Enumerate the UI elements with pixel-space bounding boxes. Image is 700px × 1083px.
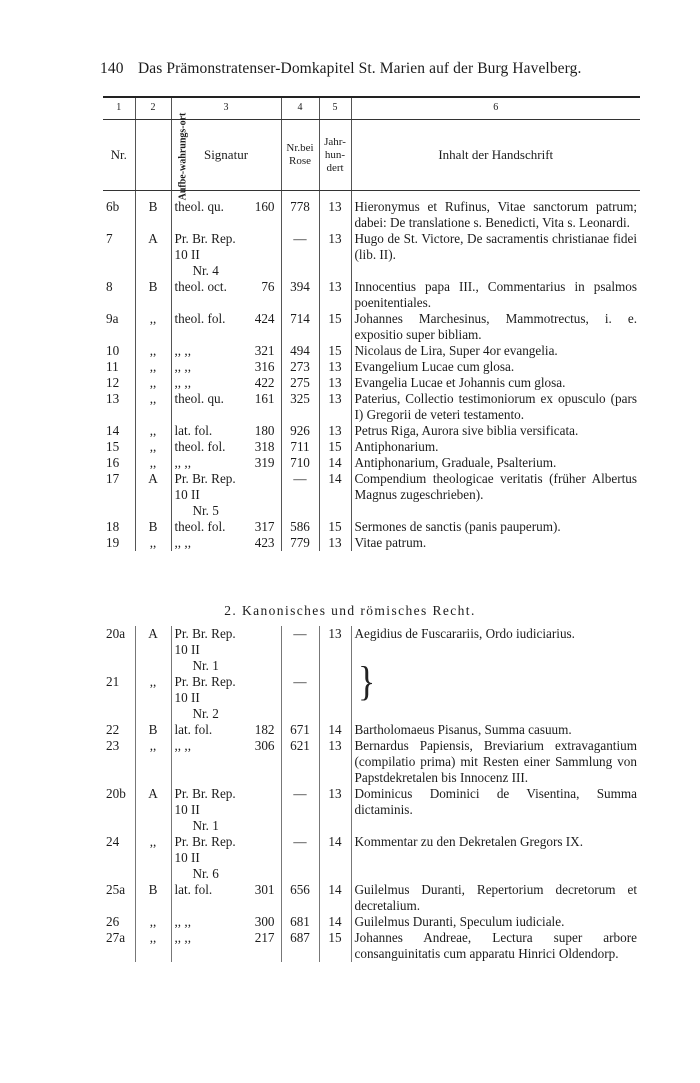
rose-number: — [281, 674, 319, 722]
table-row [103, 519, 640, 535]
storage-location: B [135, 882, 171, 914]
signature [171, 674, 281, 722]
signature-number: 306 [254, 738, 275, 753]
manuscript-number: 25a [106, 882, 126, 897]
signature [171, 535, 281, 551]
century: 15 [319, 343, 351, 359]
century: 14 [319, 471, 351, 519]
rose-number: 711 [281, 439, 319, 455]
manuscript-number: 19 [106, 535, 120, 550]
manuscript-number: 24 [106, 834, 120, 849]
storage-location: B [135, 279, 171, 311]
signature [171, 930, 281, 962]
rose-number: 710 [281, 455, 319, 471]
rose-number: 586 [281, 519, 319, 535]
storage-location: B [135, 519, 171, 535]
manuscript-number: 27a [106, 930, 126, 945]
column-header-row [103, 120, 640, 191]
rose-number: — [281, 231, 319, 279]
signature-shelf: ,, ,, [174, 535, 191, 550]
storage-location: A [135, 786, 171, 834]
signature-number: 300 [254, 914, 275, 929]
rose-number: 621 [281, 738, 319, 786]
manuscript-content: Evangelium Lucae cum glosa. [351, 359, 640, 375]
header-rose: Nr.bei Rose [281, 120, 319, 191]
signature [171, 738, 281, 786]
century: 15 [319, 930, 351, 962]
table-row [103, 722, 640, 738]
signature-shelf: Pr. Br. Rep. 10 II [174, 231, 236, 262]
signature-number: 321 [254, 343, 275, 358]
storage-location: ,, [135, 375, 171, 391]
signature-shelf: theol. oct. [174, 279, 227, 294]
manuscript-content: Aegidius de Fuscarariis, Ordo iudiciarius. [351, 626, 640, 674]
signature-number: 319 [254, 455, 275, 470]
storage-location: B [135, 722, 171, 738]
manuscript-number: 13 [106, 391, 120, 406]
manuscript-content: Bernardus Papiensis, Breviarium extravagantium (compilatio prima) mit Resten einer Sammlung von Papstdekretalen bis Innocenz III. [351, 738, 640, 786]
manuscript-number: 7 [106, 231, 113, 246]
signature [171, 834, 281, 882]
century: 14 [319, 455, 351, 471]
manuscript-content: Johannes Andreae, Lectura super arbore consanguinitatis cum apparatu Hinrici Oldendorp. [351, 930, 640, 962]
rose-number: — [281, 626, 319, 674]
table-row [103, 199, 640, 231]
manuscript-number: 10 [106, 343, 120, 358]
manuscript-number: 26 [106, 914, 120, 929]
signature-number: 316 [254, 359, 275, 374]
table-row [103, 455, 640, 471]
century: 13 [319, 199, 351, 231]
rose-number: 394 [281, 279, 319, 311]
signature-continuation: Nr. 1 [192, 658, 219, 673]
signature [171, 391, 281, 423]
storage-location: A [135, 471, 171, 519]
manuscript-content: Johannes Marchesinus, Mammotrectus, i. e. expositio super bibliam. [351, 311, 640, 343]
signature-shelf: theol. fol. [174, 519, 226, 534]
signature [171, 471, 281, 519]
signature-continuation: Nr. 6 [192, 866, 219, 881]
storage-location: ,, [135, 738, 171, 786]
manuscript-number: 6b [106, 199, 120, 214]
rose-number: 778 [281, 199, 319, 231]
rose-number: 273 [281, 359, 319, 375]
table-row [103, 343, 640, 359]
signature-number: 301 [254, 882, 275, 897]
rose-number: — [281, 471, 319, 519]
section-title: 2. Kanonisches und römisches Recht. [224, 603, 476, 618]
page-header [100, 60, 640, 78]
table-row [103, 914, 640, 930]
signature-number: 318 [254, 439, 275, 454]
signature-number: 424 [254, 311, 275, 326]
storage-location: ,, [135, 930, 171, 962]
rose-number: — [281, 834, 319, 882]
storage-location: A [135, 626, 171, 674]
storage-location: ,, [135, 535, 171, 551]
signature-number: 423 [254, 535, 275, 550]
signature-shelf: Pr. Br. Rep. 10 II [174, 674, 236, 705]
signature [171, 626, 281, 674]
signature-shelf: ,, ,, [174, 359, 191, 374]
manuscript-content: Antiphonarium, Graduale, Psalterium. [351, 455, 640, 471]
header-ort-label: Aufbe-wahrungs-ort [176, 112, 188, 201]
manuscript-content: Guilelmus Duranti, Speculum iudiciale. [351, 914, 640, 930]
manuscript-content: Innocentius papa III., Commentarius in psalmos poenitentiales. [351, 279, 640, 311]
rose-number: 275 [281, 375, 319, 391]
table-row [103, 882, 640, 914]
century [319, 674, 351, 722]
signature-shelf: Pr. Br. Rep. 10 II [174, 834, 236, 865]
signature-number: 217 [254, 930, 275, 945]
rose-number: 494 [281, 343, 319, 359]
manuscript-number: 20b [106, 786, 126, 801]
table-row [103, 279, 640, 311]
storage-location: ,, [135, 391, 171, 423]
storage-location: ,, [135, 834, 171, 882]
page-number: 140 [100, 60, 124, 77]
signature-shelf: lat. fol. [174, 722, 213, 737]
manuscript-number: 21 [106, 674, 120, 689]
manuscript-content: Kommentar zu den Dekretalen Gregors IX. [351, 834, 640, 882]
century: 13 [319, 279, 351, 311]
manuscript-content: Dominicus Dominici de Visentina, Summa dictaminis. [351, 786, 640, 834]
storage-location: B [135, 199, 171, 231]
storage-location: ,, [135, 455, 171, 471]
rose-number: 926 [281, 423, 319, 439]
signature [171, 375, 281, 391]
storage-location: ,, [135, 423, 171, 439]
signature-number: 180 [254, 423, 275, 438]
century: 13 [319, 423, 351, 439]
signature-shelf: ,, ,, [174, 738, 191, 753]
storage-location: ,, [135, 674, 171, 722]
signature-shelf: lat. fol. [174, 423, 213, 438]
manuscript-content: Hugo de St. Victore, De sacramentis christianae fidei (lib. II). [351, 231, 640, 279]
rose-number: 779 [281, 535, 319, 551]
table-row [103, 535, 640, 551]
table-row [103, 738, 640, 786]
manuscript-content: Bartholomaeus Pisanus, Summa casuum. [351, 722, 640, 738]
table-row [103, 359, 640, 375]
signature-continuation: Nr. 5 [192, 503, 219, 518]
signature-shelf: theol. fol. [174, 311, 226, 326]
signature-number: 161 [254, 391, 275, 406]
column-number: 4 [281, 97, 319, 120]
manuscript-content: Hieronymus et Rufinus, Vitae sanctorum patrum; dabei: De translatione s. Benedicti, Vita s. Leonardi. [351, 199, 640, 231]
manuscript-number: 9a [106, 311, 119, 326]
century: 13 [319, 626, 351, 674]
century: 14 [319, 834, 351, 882]
century: 13 [319, 535, 351, 551]
rose-number: 681 [281, 914, 319, 930]
signature [171, 199, 281, 231]
brace-right: } [358, 658, 376, 704]
signature [171, 359, 281, 375]
manuscript-content: Guilelmus Duranti, Repertorium decretorum et decretalium. [351, 882, 640, 914]
signature-shelf: theol. qu. [174, 391, 224, 406]
signature-shelf: Pr. Br. Rep. 10 II [174, 471, 236, 502]
signature [171, 439, 281, 455]
signature-shelf: ,, ,, [174, 375, 191, 390]
header-jahrhundert: Jahr-hun-dert [319, 120, 351, 191]
manuscript-number: 8 [106, 279, 113, 294]
rose-number: 656 [281, 882, 319, 914]
rose-number: 714 [281, 311, 319, 343]
signature [171, 722, 281, 738]
manuscript-content: Vitae patrum. [351, 535, 640, 551]
manuscript-content: Compendium theologicae veritatis (früher Albertus Magnus zugeschrieben). [351, 471, 640, 519]
century: 13 [319, 391, 351, 423]
signature-shelf: lat. fol. [174, 882, 213, 897]
century: 13 [319, 231, 351, 279]
signature-shelf: theol. fol. [174, 439, 226, 454]
signature [171, 786, 281, 834]
manuscript-content: Paterius, Collectio testimoniorum ex opusculo (pars I) Gregorii de veteri testamento. [351, 391, 640, 423]
rose-number: 687 [281, 930, 319, 962]
table-row [103, 391, 640, 423]
table-row [103, 471, 640, 519]
signature [171, 423, 281, 439]
column-number: 5 [319, 97, 351, 120]
century: 14 [319, 722, 351, 738]
storage-location: A [135, 231, 171, 279]
century: 14 [319, 914, 351, 930]
manuscript-number: 11 [106, 359, 119, 374]
signature-number: 76 [261, 279, 275, 294]
century: 15 [319, 519, 351, 535]
signature-number: 317 [254, 519, 275, 534]
storage-location: ,, [135, 311, 171, 343]
storage-location: ,, [135, 914, 171, 930]
signature-continuation: Nr. 4 [192, 263, 219, 278]
manuscript-content: Antiphonarium. [351, 439, 640, 455]
table-row [103, 423, 640, 439]
header-signatur: Signatur [171, 120, 281, 191]
table-row [103, 439, 640, 455]
signature [171, 519, 281, 535]
signature-shelf: ,, ,, [174, 343, 191, 358]
signature [171, 279, 281, 311]
storage-location: ,, [135, 359, 171, 375]
signature [171, 914, 281, 930]
signature-number: 422 [254, 375, 275, 390]
signature-shelf: Pr. Br. Rep. 10 II [174, 786, 236, 817]
manuscript-number: 14 [106, 423, 120, 438]
table-row [103, 834, 640, 882]
signature-shelf: ,, ,, [174, 455, 191, 470]
manuscript-content: Nicolaus de Lira, Super 4or evangelia. [351, 343, 640, 359]
century: 15 [319, 311, 351, 343]
manuscript-number: 22 [106, 722, 120, 737]
column-number: 2 [135, 97, 171, 120]
signature [171, 311, 281, 343]
header-nr: Nr. [103, 120, 135, 191]
manuscript-number: 18 [106, 519, 120, 534]
table-row [103, 930, 640, 962]
signature [171, 231, 281, 279]
manuscript-number: 15 [106, 439, 120, 454]
signature-number: 182 [254, 722, 275, 737]
storage-location: ,, [135, 439, 171, 455]
manuscript-number: 20a [106, 626, 126, 641]
rose-number: — [281, 786, 319, 834]
column-number: 6 [351, 97, 640, 120]
manuscript-number: 23 [106, 738, 120, 753]
rose-number: 671 [281, 722, 319, 738]
header-aufbewahrungsort [135, 112, 188, 201]
table-row [103, 786, 640, 834]
manuscript-table-theology [103, 96, 640, 551]
manuscript-content: Evangelia Lucae et Johannis cum glosa. [351, 375, 640, 391]
rose-number: 325 [281, 391, 319, 423]
manuscript-number: 12 [106, 375, 120, 390]
signature [171, 882, 281, 914]
storage-location: ,, [135, 343, 171, 359]
table-row [103, 375, 640, 391]
century: 15 [319, 439, 351, 455]
signature [171, 343, 281, 359]
manuscript-content: Petrus Riga, Aurora sive biblia versificata. [351, 423, 640, 439]
manuscript-number: 17 [106, 471, 120, 486]
signature-number: 160 [254, 199, 275, 214]
column-number: 1 [103, 97, 135, 120]
signature-shelf: Pr. Br. Rep. 10 II [174, 626, 236, 657]
signature-continuation: Nr. 1 [192, 818, 219, 833]
manuscript-number: 16 [106, 455, 120, 470]
signature [171, 455, 281, 471]
column-number: 3 [171, 97, 281, 120]
header-inhalt: Inhalt der Handschrift [351, 120, 640, 191]
signature-shelf: ,, ,, [174, 930, 191, 945]
century: 13 [319, 738, 351, 786]
century: 13 [319, 786, 351, 834]
century: 13 [319, 359, 351, 375]
signature-continuation: Nr. 2 [192, 706, 219, 721]
running-title: Das Prämonstratenser-Domkapitel St. Marien auf der Burg Havelberg. [137, 60, 582, 77]
century: 13 [319, 375, 351, 391]
signature-shelf: ,, ,, [174, 914, 191, 929]
manuscript-content: Sermones de sanctis (panis pauperum). [351, 519, 640, 535]
table-row [103, 311, 640, 343]
century: 14 [319, 882, 351, 914]
signature-shelf: theol. qu. [174, 199, 224, 214]
manuscript-content [351, 674, 640, 722]
table-row [103, 231, 640, 279]
